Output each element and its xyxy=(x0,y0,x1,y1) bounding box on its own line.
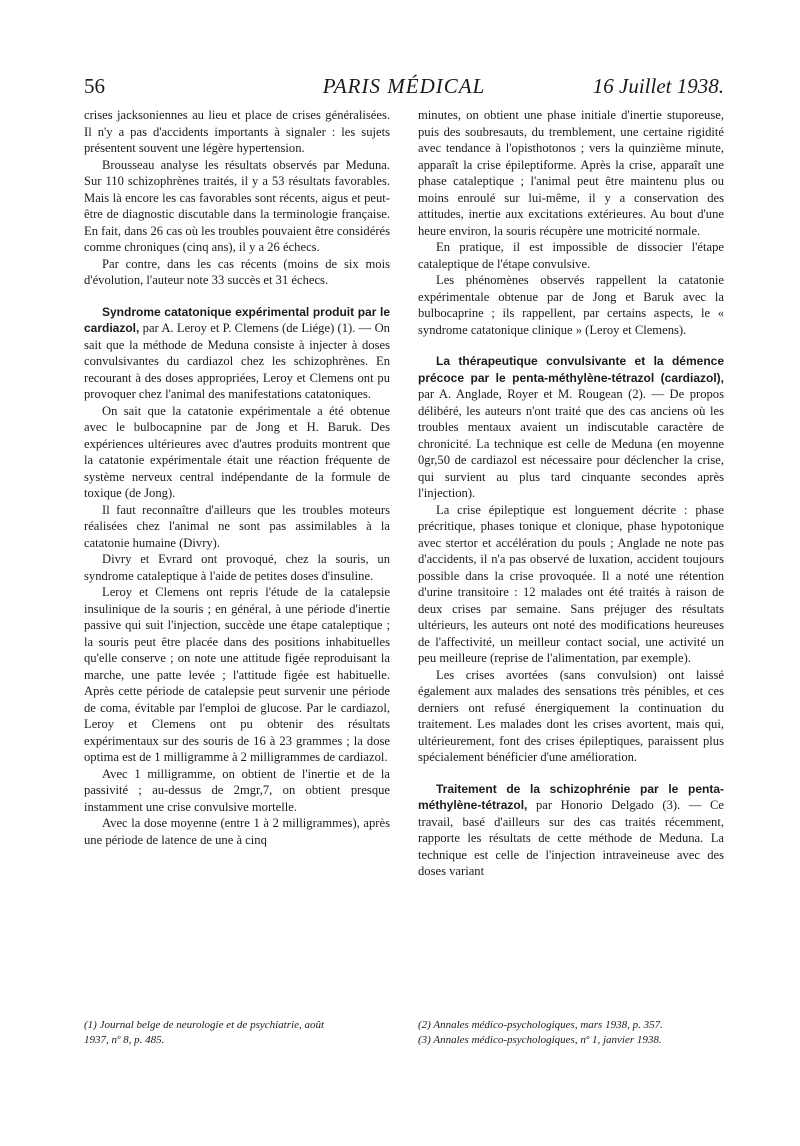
footnotes-right xyxy=(418,1018,724,1047)
page-header xyxy=(84,74,724,104)
paragraph: Les phénomènes observés rappellent la catatonie expérimentale obtenue par de Jong et Baruk avec la bulbocaprine ; ils rappellent, par certains aspects, le « syndrome catatonique clinique » (Leroy et Clemens). xyxy=(418,273,724,337)
page-number: 56 xyxy=(84,74,105,98)
paragraph: crises jacksoniennes au lieu et place de crises généralisées. Il n'y a pas d'accidents importants à signaler : les sujets présentent souvent une légère hypertension. xyxy=(84,108,390,155)
issue-date: 16 Juillet 1938. xyxy=(592,74,724,98)
paragraph: Avec 1 milligramme, on obtient de l'inertie et de la passivité ; au-dessus de 2mgr,7, on obtient presque instamment une crise convulsive mortelle. xyxy=(84,766,390,814)
paragraph: Ce travail, basé d'ailleurs sur des cas traités récemment, rapporte les résultats de cette méthode de Meduna. La technique est celle de l'injection intraveineuse avec des doses variant xyxy=(418,798,724,878)
paragraph: Leroy et Clemens ont repris l'étude de la catalepsie insulinique de la souris ; en général, à une période d'inertie passive qui suit l'injection, succède une étape cataleptique ; la souris peut être placée dans des positions inhabituelles qu'elle conserve ; on note une attitude figée reproduisant la marche, une patte levée ; l'attitude figée est habituelle. Après cette période de catalepsie peut survenir une période de coma, évitable par l'emploi de glucose. Par le cardiazol, Leroy et Clemens ont pu obtenir des résultats expérimentaux sur des souris de 16 à 23 grammes ; la dose optima est de 1 milligramme à 2 milligrammes de cardiazol. xyxy=(84,585,390,764)
footnote-1: (1) Journal belge de neurologie et de psychiatrie, août xyxy=(84,1019,325,1031)
paragraph: Les crises avortées (sans convulsion) ont laissé également aux malades des sensations très pénibles, et ces derniers ont refusé énergiquement la continuation du traitement. Les malades dont les crises avortent, mais qui, ultérieurement, font des crises épileptiques, paraissent plus spécialement bénéficier d'une amélioration. xyxy=(418,667,724,764)
paragraph: Avec la dose moyenne (entre 1 à 2 milligrammes), après une période de latence de une à cinq xyxy=(84,816,390,847)
left-column xyxy=(84,107,390,848)
footnote-2: (2) Annales médico-psychologiques, mars 1938, p. 357. xyxy=(418,1019,663,1031)
footnote-3: (3) Annales médico-psychologiques, nº 1, janvier 1938. xyxy=(418,1033,662,1046)
paragraph: De propos délibéré, les auteurs n'ont traité que des cas anciens où les troubles mentaux avaient un indiscutable caractère de chronicité. La technique est celle de Meduna (en moyenne 0gr,50 de cardiazol est nécessaire pour déclencher la crise, qui survient au plus tard cinquante secondes après l'injection). xyxy=(418,387,724,500)
paragraph: minutes, on obtient une phase initiale d'inertie stuporeuse, puis des soubresauts, du tremblement, une certaine rigidité avec tendance à l'opisthotonos ; vers la quinzième minute, apparaît la crise épileptiforme. Après la crise, apparaît une phase cataleptique ; l'animal peut être maintenu plus ou moins enroulé sur lui-même, il y a conservation des attitudes, inertie aux excitations extérieures. Au bout d'une heure environ, la souris récupère une motricité normale. xyxy=(418,108,724,238)
paragraph: On sait que la catatonie expérimentale a été obtenue avec le bulbocapnine par de Jong et H. Baruk. Des expériences ultérieures avec d'autres produits montrent que la catatonie expérimentale était une réaction fréquente de système nerveux central indépendante de la formule de toxique (de Jong). xyxy=(84,403,390,500)
journal-title: PARIS MÉDICAL xyxy=(322,74,486,98)
section-heading-schizophrenia-treatment xyxy=(418,781,724,880)
paragraph: En pratique, il est impossible de dissocier l'étape cataleptique de l'étape convulsive. xyxy=(418,240,724,271)
section-title: La thérapeutique convulsivante et la démence précoce par le penta-méthylène-tétrazol (cardiazol), xyxy=(418,354,724,385)
paragraph: Par contre, dans les cas récents (moins de six mois d'évolution, l'auteur note 33 succès et 31 échecs. xyxy=(84,256,390,287)
paragraph: On sait que la méthode de Meduna consiste à injecter à doses convulsivantes du cardiazol chez les schizophrènes. En recourant à des doses appropriées, Leroy et Clemens ont pu provoquer chez l'animal des manifestations catatoniques. xyxy=(84,321,390,401)
footnote-1-continued: 1937, nº 8, p. 485. xyxy=(84,1033,165,1046)
paragraph: Brousseau analyse les résultats observés par Meduna. Sur 110 schizophrènes traités, il y a 53 résultats favorables. Mais là encore les cas favorables sont récents, aigus et peut-être de diagnostic discutable dans la terminologie française. En fait, dans 26 cas où les troubles pouvaient être considérés comme chroniques (cinq ans), il y a 26 échecs. xyxy=(84,157,391,254)
paragraph: Divry et Evrard ont provoqué, chez la souris, un syndrome cataleptique à l'aide de petites doses d'insuline. xyxy=(84,552,390,583)
footnotes-left xyxy=(84,1018,390,1047)
section-title: Syndrome catatonique expérimental produit par le cardiazol, xyxy=(84,304,390,335)
right-column xyxy=(418,107,724,880)
section-byline: par Honorio Delgado (3). — xyxy=(535,798,702,812)
section-byline: par A. Leroy et P. Clemens (de Liége) (1). — xyxy=(142,321,372,335)
paragraph: Il faut reconnaître d'ailleurs que les troubles moteurs réalisées chez l'animal ne sont pas assimilables à la catatonie humaine (Divry). xyxy=(84,502,390,550)
section-title: Traitement de la schizophrénie par le penta-méthylène-tétrazol, xyxy=(418,781,724,812)
section-heading-catatonic-syndrome xyxy=(84,304,390,403)
paragraph: La crise épileptique est longuement décrite : phase précritique, phases tonique et clonique, phase hypotonique avec stertor et accélération du pouls ; Anglade ne note pas d'accidents, il n'a pas observé de luxation, accident toujours possible dans la crise provoquée. Il a noté une rétention d'urine transitoire : 12 malades ont été traités à raison de deux crises par semaine. Sans préjuger des résultats ultérieurs, les auteurs ont noté des modifications heureuses de l'affectivité, un meilleur contact social, une activité un peu meilleure (reprise de l'alimentation, par exemple). xyxy=(418,502,724,665)
section-byline: par A. Anglade, Royer et M. Rougean (2). — xyxy=(418,387,665,401)
section-heading-convulsive-therapy xyxy=(418,353,724,502)
